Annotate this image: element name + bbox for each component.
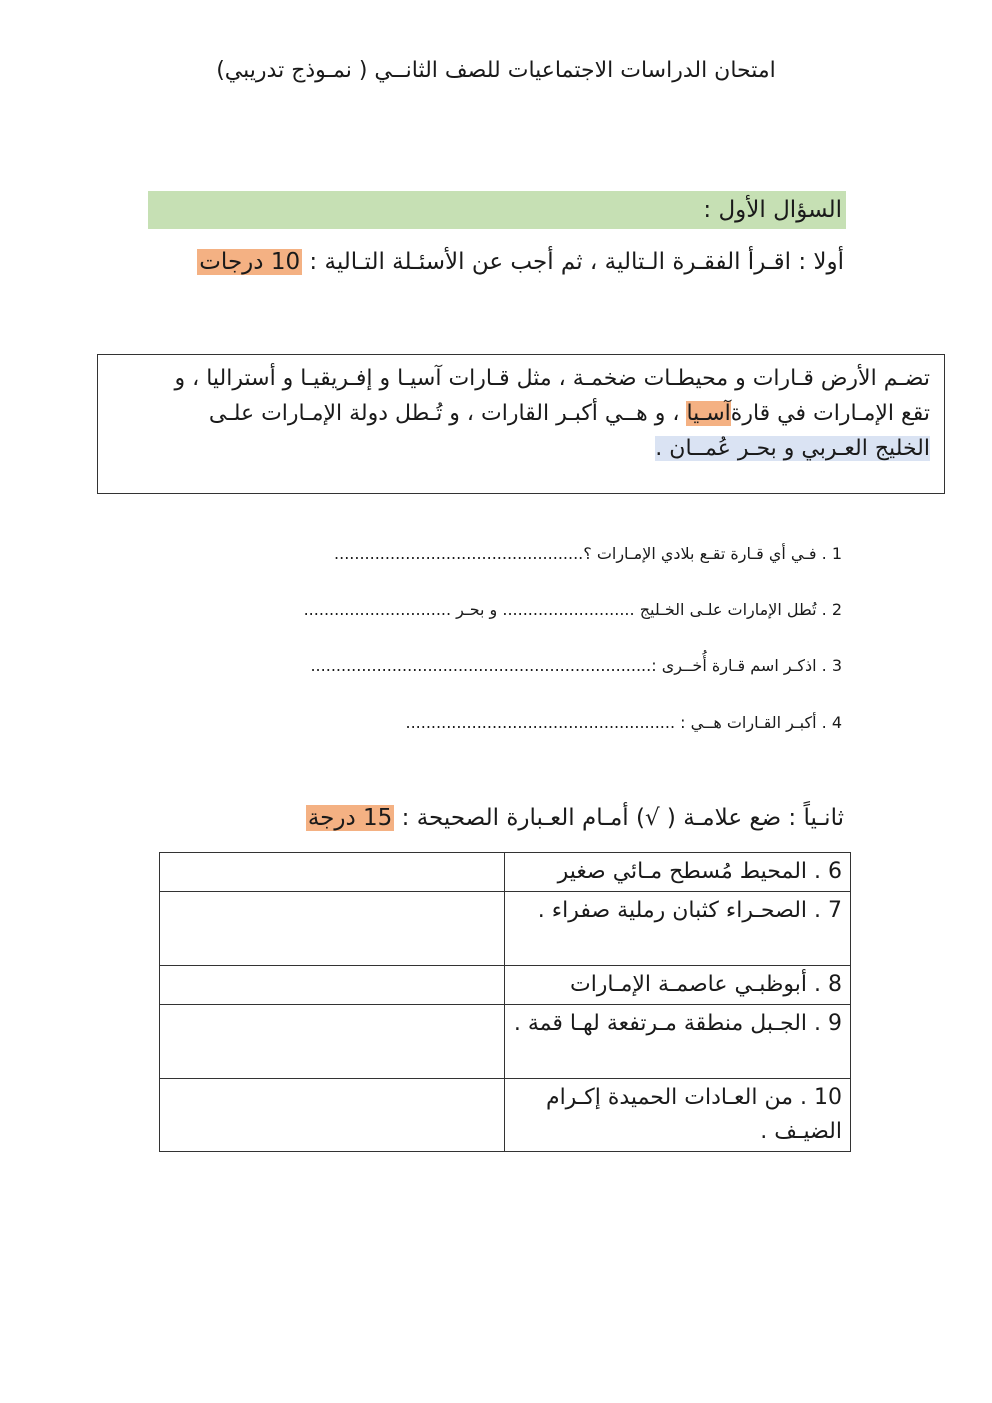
question-item: 4 . أكبـر القـارات هــي : .....................................................	[405, 713, 842, 732]
highlighted-word: آسـيا	[686, 401, 731, 426]
answer-cell[interactable]	[160, 1079, 505, 1152]
statement-cell: 9 . الجـبل منطقة مـرتفعة لهـا قمة .	[505, 1005, 851, 1079]
table-row	[160, 892, 851, 966]
page-title: امتحان الدراسات الاجتماعيات للصف الثانــي ( نمـوذج تدريبي)	[216, 58, 776, 83]
passage-text: تقع الإمـارات في قارة	[730, 401, 930, 426]
table-row	[160, 1005, 851, 1079]
answer-cell[interactable]	[160, 966, 505, 1005]
passage-line	[110, 431, 930, 466]
question-1-instruction	[197, 244, 844, 280]
statement-cell: 10 . من العـادات الحميدة إكـرام الضيـف .	[505, 1079, 851, 1152]
true-false-table	[159, 852, 851, 1152]
passage-line	[110, 396, 930, 431]
question-item: 3 . اذكـر اسم قـارة أُخــرى :...................................................................	[310, 656, 842, 675]
statement-cell: 6 . المحيط مُسطح مـائي صغير	[505, 853, 851, 892]
passage-text: ، و هــي أكبـر القارات ، و تُـطل دولة الإمـارات علـى	[208, 401, 680, 426]
table-row	[160, 966, 851, 1005]
statement-cell: 8 . أبوظبـي عاصمـة الإمـارات	[505, 966, 851, 1005]
reading-passage	[97, 354, 945, 494]
marks-badge: 15 درجة	[307, 805, 393, 831]
table-row	[160, 853, 851, 892]
table-row	[160, 1079, 851, 1152]
question-1-heading: السؤال الأول :	[148, 191, 846, 229]
answer-cell[interactable]	[160, 853, 505, 892]
question-item: 2 . تُطل الإمارات علـى الخـليج .......................... و بحـر .............................	[303, 600, 842, 619]
answer-cell[interactable]	[160, 1005, 505, 1079]
passage-line: تضـم الأرض قـارات و محيطـات ضخمـة ، مثل قـارات آسيـا و إفـريقيـا و أستراليا ، و	[174, 366, 930, 391]
question-item: 1 . فـي أي قـارة تقـع بلادي الإمـارات ؟.................................................	[334, 544, 842, 563]
instruction-text: ثانـياً : ضع علامـة ( √) أمـام العـبارة الصحيحة :	[401, 805, 844, 831]
marks-badge: 10 درجات	[199, 249, 301, 275]
instruction-text: أولا : اقـرأ الفقـرة الـتالية ، ثم أجب عن الأسئـلة التـالية :	[309, 249, 844, 275]
statement-cell: 7 . الصحـراء كثبان رملية صفراء .	[505, 892, 851, 966]
highlighted-phrase: الخليج العـربي و بحـر عُمــان .	[655, 436, 930, 461]
answer-cell[interactable]	[160, 892, 505, 966]
question-2-instruction	[306, 800, 844, 836]
